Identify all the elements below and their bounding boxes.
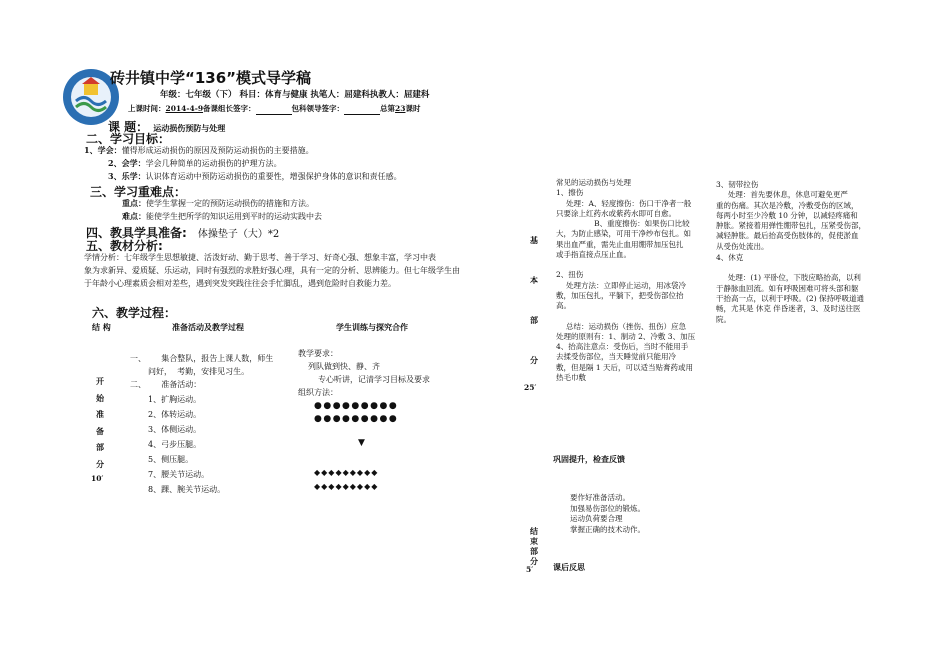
consolidate-item: 掌握正确的技术动作。 (570, 524, 645, 534)
topic-text: 运动损伤预防与处理 (153, 123, 226, 133)
group-leader-label: 备课组长签字： (203, 104, 256, 113)
section-ending-time: 5′ (526, 565, 534, 574)
col-prep-activity: 准备活动及教学过程 (172, 322, 244, 332)
analysis-line-1: 学情分析：七年级学生思想敏捷、活泼好动、勤于思考、善于学习、好奇心强、想象丰富，学习中表 (84, 253, 436, 262)
formation-row: ●●●●●●●●● (314, 401, 399, 411)
teacher-activities (130, 353, 273, 495)
objective-3: 3、乐学：认识体育运动中预防运动损伤的重要性，增强保护身体的意识和责任感。 (108, 171, 402, 181)
basic-injuries-column-2: 3、韧带拉伤 处理：首先要休息，休息可避免更严 重的伤痛。其次是冷敷，冷敷受伤的区域， 每两小时至少冷敷 10 分钟，以减轻疼痛和 肿胀。紧接着用弹性绷带包扎，压紧受伤部， 减轻肿胀。最后抬高受伤肢体的，促使淤血 从受伤处流出。 4、休克 处理：(1) 平卧位，下肢应略抬高，以利 于静脉血回流。如有呼吸困难可将头部和躯 干抬高一点，以利于呼吸。(2) 保持呼吸道通 畅，尤其是 休克 伴昏迷者，3、及时送往医 院。 (716, 180, 866, 324)
difficult-point: 难点：能使学生把所学的知识运用到平时的运动实践中去 (122, 211, 322, 221)
formation-diamonds (314, 466, 378, 494)
topic-label: 课 题： (108, 120, 149, 134)
formation-row: ●●●●●●●●● (314, 414, 399, 424)
teacher-line: 一、 集合整队，报告上课人数，师生 (130, 354, 274, 363)
objectives-heading: 二、学习目标： (86, 132, 171, 146)
direction-arrow-icon: ▼ (358, 438, 365, 448)
student-activities (298, 348, 430, 398)
lesson-time: 2014-4-9 (165, 104, 204, 113)
section-prep-label: 开 始 准 备 部 分 (96, 376, 104, 469)
date-signature-line (128, 104, 420, 115)
section-prep-time: 10′ (91, 474, 104, 483)
col-structure: 结 构 (92, 322, 111, 332)
key-point: 重点：使学生掌握一定的预防运动损伤的措施和方法。 (122, 198, 314, 208)
total-label: 总第 (380, 104, 396, 113)
school-title: 砖井镇中学“136”模式导学稿 (110, 69, 312, 87)
teacher-line: 3、体侧运动。 (148, 425, 202, 434)
teacher-line: 8、踝、腕关节运动。 (148, 485, 226, 494)
teacher-line: 5、侧压腿。 (148, 455, 194, 464)
formation-row: ◆◆◆◆◆◆◆◆◆ (314, 482, 379, 491)
student-line: 教学要求： (298, 349, 338, 358)
section-basic-label: 基 本 部 分 (530, 235, 538, 365)
basic-injuries-column: 常见的运动损伤与处理 1、擦伤 处理：A、轻度擦伤：伤口干净者一般 只要涂上红药水或紫药水即可自愈。 B、重度擦伤：如果伤口比较 大，为防止感染，可用干净纱布包扎。如 果出血严重，需先止血用绷带加压包扎 或手指直接点压止血。 2、扭伤 处理方法：立即停止运动，用冰袋冷 敷，加压包扎，平躺下，把受伤部位抬 高。 总结：运动损伤（挫伤、扭伤）应急 处理的原则有：1、制动 2、冷敷 3、加压 4、抬高注意点：受伤后，当时不能用手 去揉受伤部位，当天睡觉前只能用冷 敷，但是隔 1 天后，可以适当贴膏药或用 热毛巾敷 (556, 178, 696, 383)
analysis-heading: 五、教材分析: (86, 239, 163, 253)
student-line: 专心听讲，记清学习目标及要求 (318, 375, 430, 384)
analysis-line-2: 象为求新异、爱质疑、乐运动，同时有强烈的求胜好强心理，具有一定的分析、思辨能力。但七年级学生由 (84, 266, 460, 275)
leader-signature-blank[interactable] (256, 105, 292, 115)
objective-2: 2、会学：学会几种简单的运动损伤的护理方法。 (108, 158, 282, 168)
section-ending-label: 结 束 部 分 (530, 526, 538, 566)
consolidate-item: 加强易伤部位的锻炼。 (570, 503, 645, 513)
pack-signature-blank[interactable] (344, 105, 380, 115)
formation-dots (314, 400, 398, 426)
objective-1: 1、学会：懂得形成运动损伤的原因及预防运动损伤的主要措施。 (84, 145, 314, 155)
analysis-line-3: 于年龄小心理素质会相对差些，遇到突发突践往往会手忙脚乱，遇到危险时自救能力差。 (84, 279, 396, 288)
total-unit: 课时 (405, 104, 421, 113)
teacher-line: 问好， 考勤，安排见习生。 (148, 367, 250, 376)
teacher-line: 7、腰关节运动。 (148, 470, 210, 479)
tools-text: 体操垫子（大）*2 (197, 229, 280, 240)
consolidate-list (570, 493, 645, 535)
grade-subject-line: 年级：七年级（下） 科目：体育与健康 执笔人：屈建科执教人：屈建科 (160, 90, 430, 100)
pack-leader-label: 包科领导签字： (291, 104, 345, 113)
consolidate-heading: 巩固提升，检查反馈 (553, 454, 625, 464)
student-line: 组织方法： (298, 388, 338, 397)
formation-row: ◆◆◆◆◆◆◆◆◆ (314, 468, 379, 477)
reflection-label: 课后反思 (553, 562, 585, 572)
teacher-line: 2、体转运动。 (148, 410, 202, 419)
process-heading: 六、教学过程： (92, 306, 177, 320)
teacher-line: 1、扩胸运动。 (148, 395, 202, 404)
section-basic-time: 25′ (524, 383, 537, 392)
lesson-time-label: 上课时间： (128, 104, 166, 113)
student-line: 列队做到快、静、齐 (308, 362, 380, 371)
key-points-heading: 三、学习重难点： (90, 185, 187, 199)
total-value: 23 (395, 104, 406, 113)
consolidate-item: 运动负荷要合理 (570, 514, 623, 523)
consolidate-item: 要作好准备活动。 (570, 493, 630, 502)
teacher-line: 4、弓步压腿。 (148, 440, 202, 449)
teacher-line: 二、 准备活动： (130, 380, 202, 389)
tools-heading: 四、教具学具准备: (86, 226, 187, 240)
col-student-training: 学生训练与探究合作 (336, 322, 408, 332)
